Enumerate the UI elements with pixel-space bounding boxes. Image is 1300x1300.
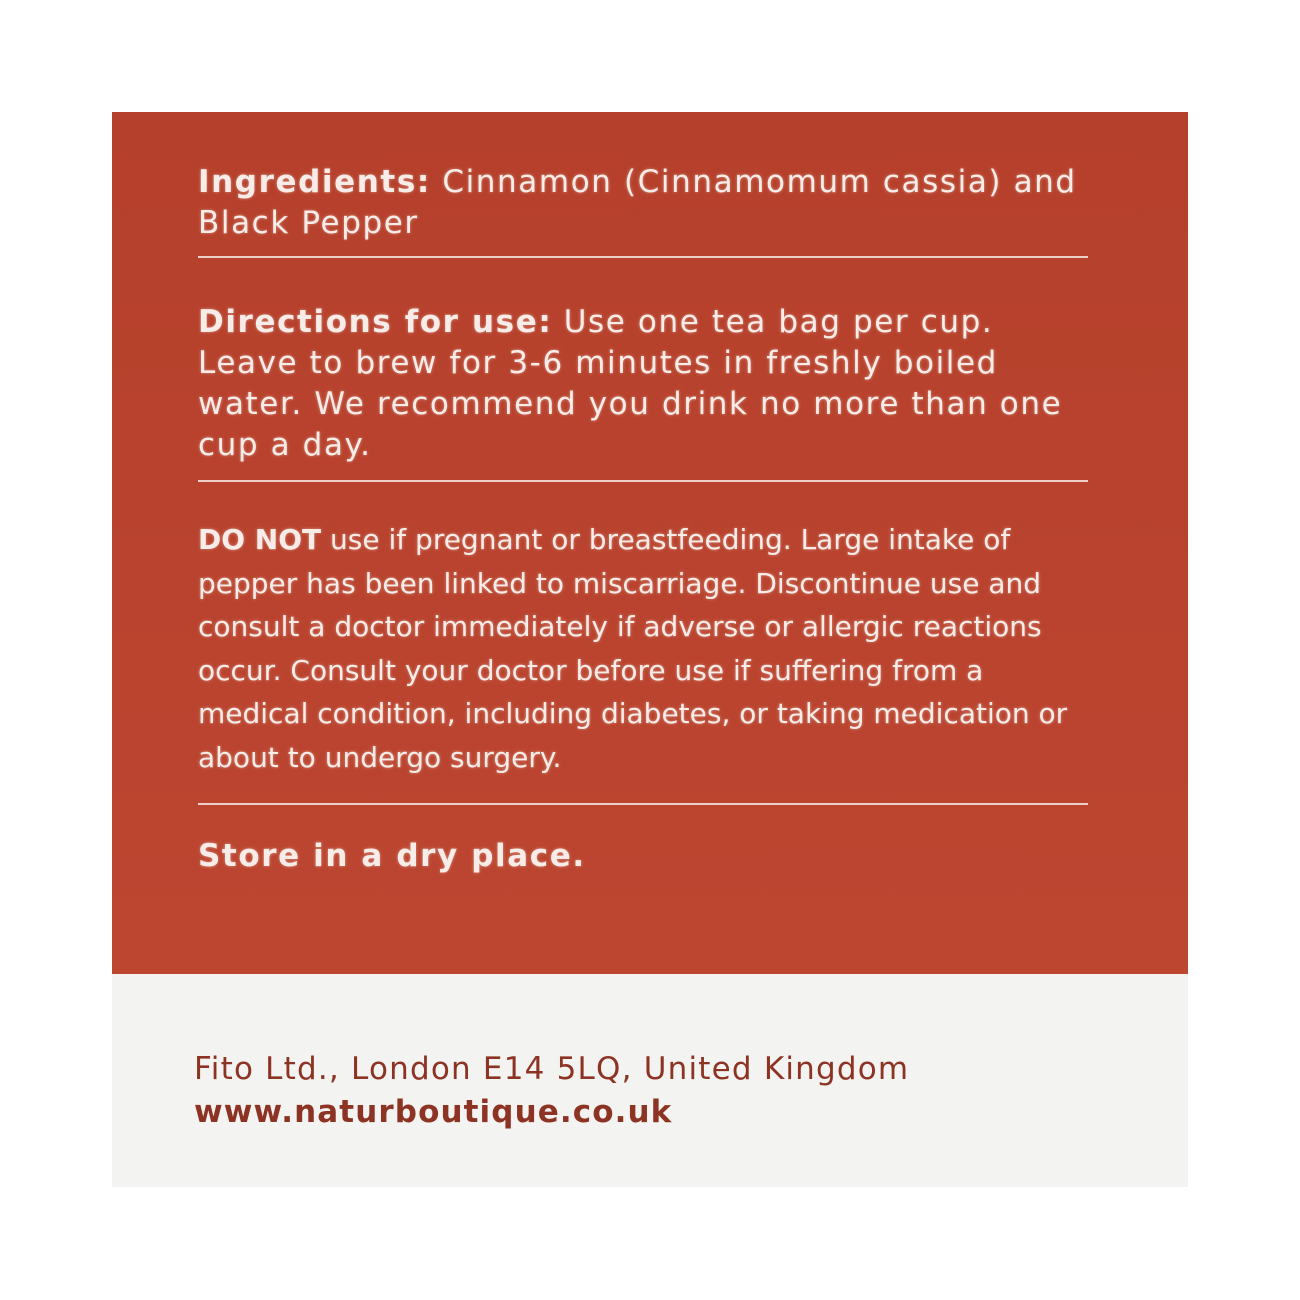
warning-section (198, 518, 1088, 779)
divider (198, 803, 1088, 805)
label-panel (112, 112, 1188, 974)
directions-label: Directions for use: (198, 304, 553, 340)
divider (198, 480, 1088, 482)
directions-section (198, 302, 1088, 466)
company-website: www.naturboutique.co.uk (194, 1094, 673, 1130)
tea-package-side (112, 112, 1188, 1187)
divider (198, 256, 1088, 258)
ingredients-text: Cinnamon (Cinnamomum cassia) and Black Pepper (198, 164, 1077, 241)
warning-label: DO NOT (198, 523, 322, 556)
company-address: Fito Ltd., London E14 5LQ, United Kingdom (194, 1051, 910, 1087)
warning-text: use if pregnant or breastfeeding. Large intake of pepper has been linked to miscarriage. Discontinue use and consult a doctor immediately if adverse or allergic reactions occur. Consult your doctor before use if suffering from a medical condition, including diabetes, or taking medication or about to undergo surgery. (198, 523, 1068, 774)
ingredients-section (198, 162, 1088, 244)
ingredients-label: Ingredients: (198, 164, 431, 200)
directions-text: Use one tea bag per cup. Leave to brew for 3-6 minutes in freshly boiled water. We recommend you drink no more than one cup a day. (198, 304, 1063, 463)
storage-instruction: Store in a dry place. (198, 838, 586, 874)
